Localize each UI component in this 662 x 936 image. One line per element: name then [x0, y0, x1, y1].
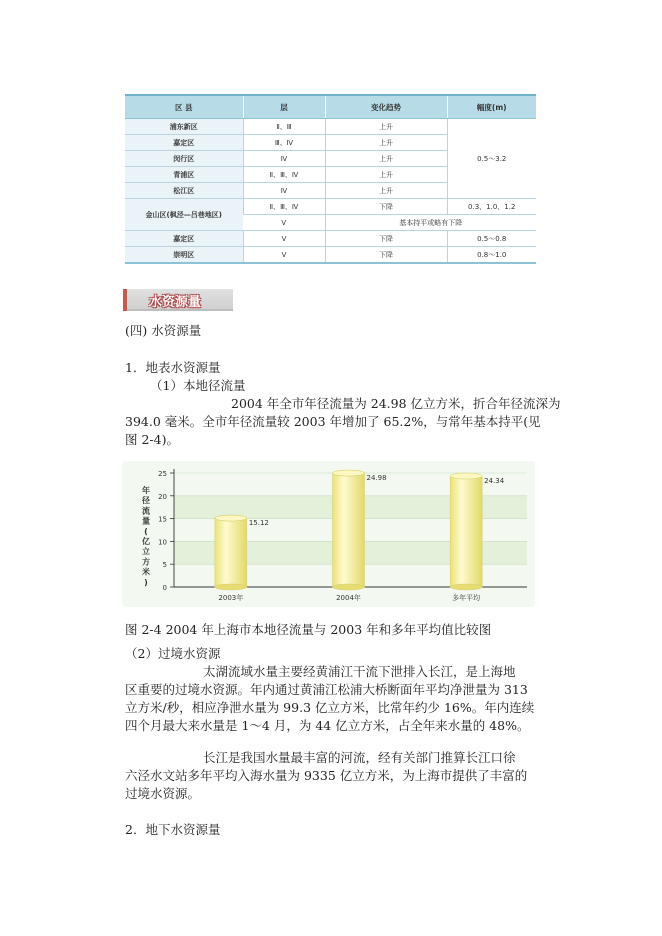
cell-trend: 上升 — [325, 183, 447, 199]
y-tick-label: 5 — [162, 561, 167, 570]
paragraph-line: 六泾水文站多年平均入海水量为 9335 亿立方米，为上海市提供了丰富的 — [125, 768, 528, 783]
cell-district: 嘉定区 — [125, 135, 243, 151]
section-heading: (四) 水资源量 — [125, 323, 202, 338]
subsection-subtitle: （1）本地径流量 — [150, 378, 246, 393]
paragraph-line: 四个月最大来水量是 1～4 月，为 44 亿立方米，占全年来水量的 48%。 — [125, 718, 530, 733]
runoff-chart-svg — [122, 461, 535, 607]
y-tick-label: 15 — [158, 515, 167, 524]
cell-layer: Ⅴ — [243, 231, 325, 247]
groundwater-change-table — [125, 94, 536, 264]
paragraph-line: 2004 年全市年径流量为 24.98 亿立方米，折合年径流深为 — [231, 396, 561, 411]
data-label: 24.34 — [484, 477, 505, 486]
section-badge — [123, 289, 233, 311]
subsection-title: 2．地下水资源量 — [125, 822, 221, 837]
x-tick-label: 多年平均 — [452, 594, 481, 602]
cell-trend: 基本持平或略有下降 — [325, 215, 536, 231]
x-tick-label: 2004年 — [336, 594, 361, 602]
cell-layer: Ⅴ — [243, 215, 325, 231]
subsection-title: 1．地表水资源量 — [125, 360, 221, 375]
bar-top — [215, 515, 247, 521]
bar-base — [450, 584, 482, 590]
cell-trend: 上升 — [325, 151, 447, 167]
cell-trend: 上升 — [325, 135, 447, 151]
header-district: 区 县 — [125, 95, 243, 119]
paragraph-line: 立方米/秒，相应净泄水量为 99.3 亿立方米，比常年约少 16%。年内连续 — [125, 700, 535, 715]
data-label: 24.98 — [366, 474, 387, 483]
cell-layer: Ⅱ、Ⅲ、Ⅳ — [243, 199, 325, 215]
subsection-subtitle: （2）过境水资源 — [125, 646, 221, 661]
bar-base — [333, 584, 365, 590]
cell-trend: 下降 — [325, 231, 447, 247]
cell-layer: Ⅴ — [243, 247, 325, 264]
cell-trend: 上升 — [325, 119, 447, 135]
cell-district: 闵行区 — [125, 151, 243, 167]
paragraph-line: 太湖流域水量主要经黄浦江干流下泄排入长江，是上海地 — [203, 664, 516, 679]
paragraph-line: 长江是我国水量最丰富的河流，经有关部门推算长江口徐 — [203, 750, 516, 765]
y-tick-label: 20 — [158, 492, 167, 501]
bar — [215, 518, 247, 587]
table-row — [125, 231, 536, 247]
cell-layer: Ⅳ — [243, 151, 325, 167]
cell-range: 0.5～0.8 — [447, 231, 536, 247]
bar-top — [450, 473, 482, 479]
data-label: 15.12 — [248, 519, 269, 528]
cell-district: 松江区 — [125, 183, 243, 199]
bar-top — [333, 470, 365, 476]
bar — [333, 473, 365, 587]
paragraph-line: 过境水资源。 — [125, 786, 201, 801]
y-tick-label: 0 — [162, 584, 167, 592]
cell-range: 0.8～1.0 — [447, 247, 536, 264]
runoff-chart — [122, 461, 535, 607]
cell-layer: Ⅱ、Ⅲ、Ⅳ — [243, 167, 325, 183]
cell-layer: Ⅳ — [243, 183, 325, 199]
paragraph-line: 394.0 毫米。全市年径流量较 2003 年增加了 65.2%，与常年基本持平(见 — [125, 414, 541, 429]
header-range: 幅度(m) — [447, 95, 536, 119]
cell-district: 青浦区 — [125, 167, 243, 183]
figure-caption: 图 2-4 2004 年上海市本地径流量与 2003 年和多年平均值比较图 — [125, 622, 492, 637]
cell-district: 浦东新区 — [125, 119, 243, 135]
bar — [450, 476, 482, 587]
table-row — [125, 199, 536, 215]
cell-trend: 下降 — [325, 247, 447, 264]
paragraph-line: 区重要的过境水资源。年内通过黄浦江松浦大桥断面年平均净泄量为 313 — [125, 682, 528, 697]
table-row — [125, 119, 536, 135]
cell-district: 崇明区 — [125, 247, 243, 264]
y-axis-label: 年径流量(亿立方米) — [142, 486, 150, 587]
cell-layer: Ⅲ、Ⅳ — [243, 135, 325, 151]
cell-range: 0.3、1.0、1.2 — [447, 199, 536, 215]
cell-layer: Ⅱ、Ⅲ — [243, 119, 325, 135]
y-tick-label: 10 — [158, 538, 167, 547]
cell-district: 嘉定区 — [125, 231, 243, 247]
cell-trend: 下降 — [325, 199, 447, 215]
section-badge-label: 水资源量 — [149, 295, 202, 310]
cell-trend: 上升 — [325, 167, 447, 183]
y-tick-label: 25 — [158, 470, 167, 478]
cell-range-merged: 0.5～3.2 — [447, 119, 536, 199]
cell-district: 金山区(枫泾—吕巷地区) — [125, 199, 243, 231]
header-trend: 变化趋势 — [325, 95, 447, 119]
paragraph-line: 图 2-4)。 — [125, 432, 179, 447]
header-layer: 层 — [243, 95, 325, 119]
table-header-row — [125, 95, 536, 119]
table-row — [125, 247, 536, 264]
x-tick-label: 2003年 — [218, 594, 244, 602]
bar-base — [215, 584, 247, 590]
